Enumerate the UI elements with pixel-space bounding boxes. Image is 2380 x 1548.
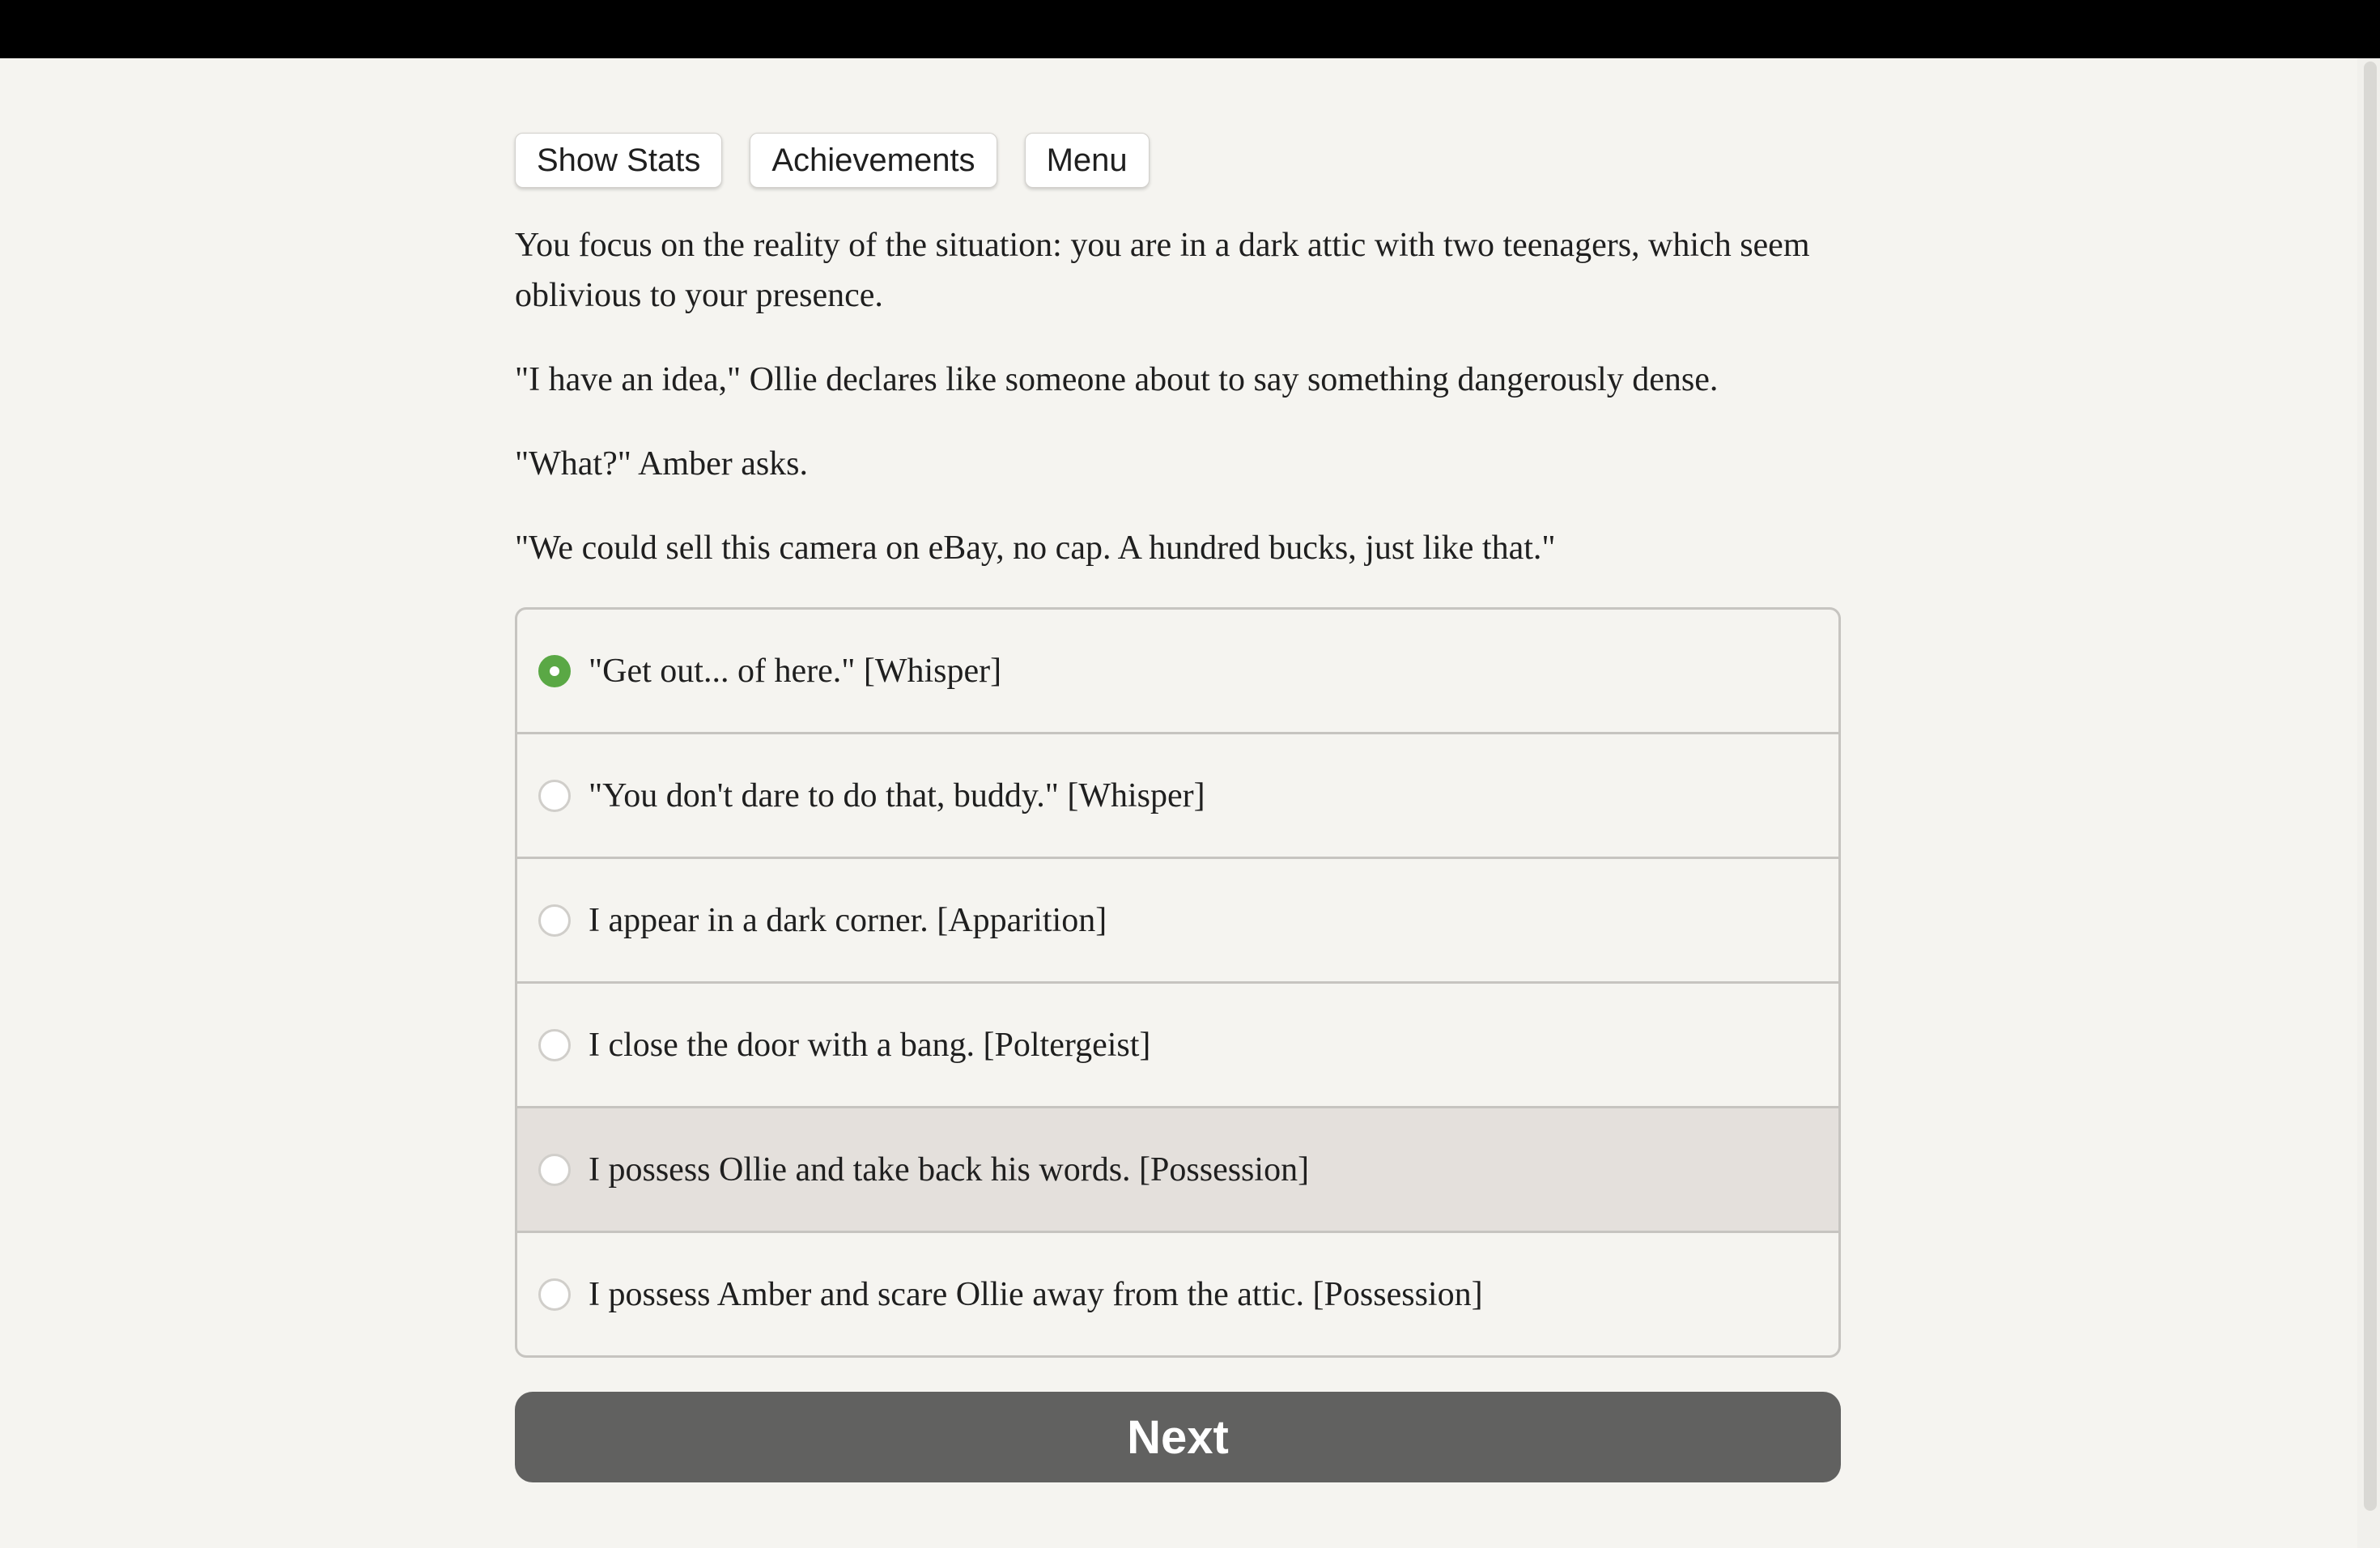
choice-option-2[interactable]: [517, 732, 1838, 857]
achievements-button[interactable]: Achievements: [750, 133, 997, 188]
game-container: [515, 133, 1841, 1482]
choice-option-6[interactable]: [517, 1231, 1838, 1355]
choice-label: I close the door with a bang. [Poltergeist]: [589, 1026, 1151, 1064]
scrollbar-thumb[interactable]: [2364, 62, 2377, 1511]
choice-option-5[interactable]: [517, 1106, 1838, 1231]
choice-label: I appear in a dark corner. [Apparition]: [589, 901, 1107, 939]
choice-list: [515, 607, 1841, 1358]
radio-unchecked-icon[interactable]: [538, 780, 571, 812]
menu-button[interactable]: Menu: [1025, 133, 1150, 188]
story-paragraph: You focus on the reality of the situation: you are in a dark attic with two teenagers, which seem oblivious to your presence.: [515, 227, 1810, 314]
story-paragraph: "I have an idea," Ollie declares like someone about to say something dangerously dense.: [515, 361, 1719, 398]
choice-option-1[interactable]: [517, 610, 1838, 732]
radio-unchecked-icon[interactable]: [538, 904, 571, 937]
choice-option-4[interactable]: [517, 981, 1838, 1106]
toolbar: [515, 133, 1841, 189]
browser-top-bar: [0, 0, 2380, 58]
choice-label: "Get out... of here." [Whisper]: [589, 652, 1002, 690]
show-stats-button[interactable]: Show Stats: [515, 133, 722, 188]
choice-label: I possess Amber and scare Ollie away from the attic. [Possession]: [589, 1275, 1483, 1313]
story-text: [515, 220, 1841, 573]
choice-label: "You don't dare to do that, buddy." [Whisper]: [589, 776, 1205, 814]
story-paragraph: "What?" Amber asks.: [515, 445, 809, 483]
radio-unchecked-icon[interactable]: [538, 1029, 571, 1061]
choice-option-3[interactable]: [517, 857, 1838, 981]
next-button[interactable]: Next: [515, 1392, 1841, 1482]
radio-checked-icon[interactable]: [538, 655, 571, 687]
choice-label: I possess Ollie and take back his words. [Possession]: [589, 1150, 1310, 1189]
story-paragraph: "We could sell this camera on eBay, no cap. A hundred bucks, just like that.": [515, 529, 1556, 567]
radio-unchecked-icon[interactable]: [538, 1278, 571, 1311]
radio-unchecked-icon[interactable]: [538, 1154, 571, 1186]
